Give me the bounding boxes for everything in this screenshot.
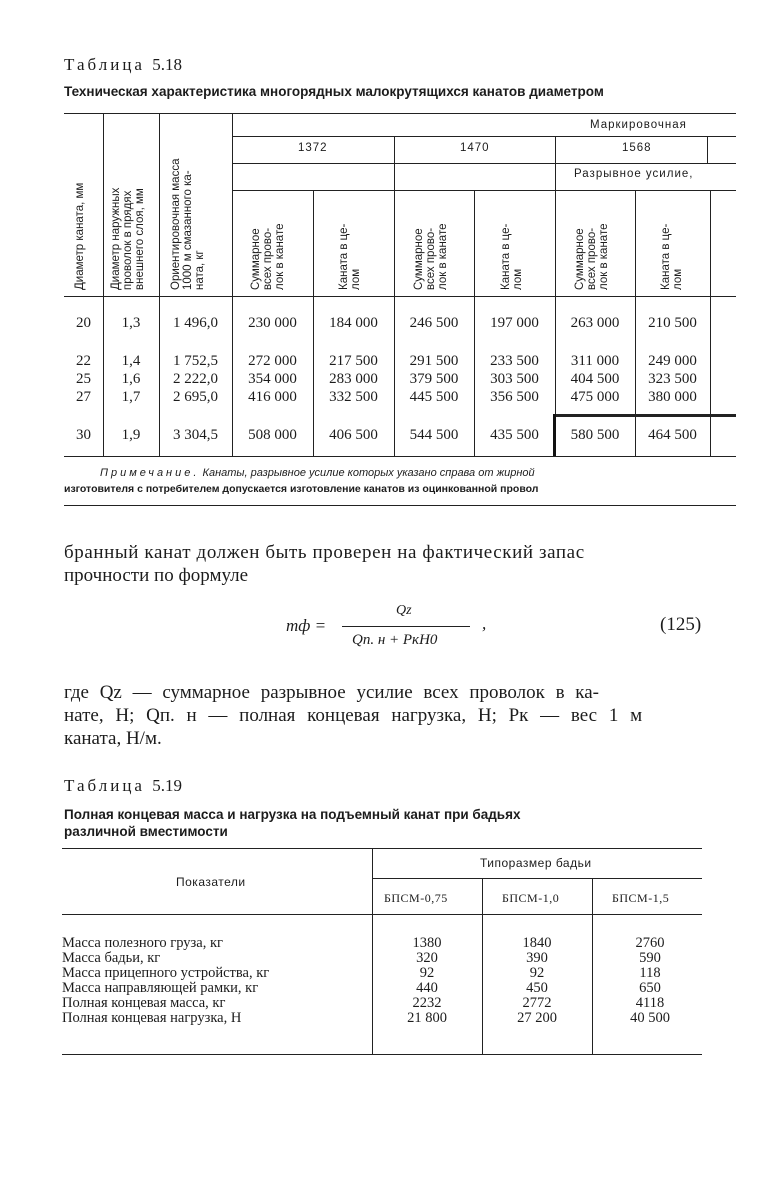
formula-number: (125) bbox=[660, 614, 702, 635]
header-mass: Ориентировочная масса 1000 м смазанного ка- ната, кг bbox=[170, 158, 206, 290]
note-text: Канаты, разрывное усилие которых указано справа от жирной bbox=[202, 467, 535, 479]
cell-mass: 1 496,0 bbox=[173, 315, 218, 331]
header-wire-diameter: Диаметр наружных проволок в прядях внешнего слоя, мм bbox=[110, 187, 146, 290]
paragraph-2-line-2: нате, Н; Qп. н — полная концевая нагрузка, Н; Pк — вес 1 м bbox=[64, 705, 643, 726]
header-breaking-force: Разрывное усилие, bbox=[574, 168, 694, 180]
note-bottom-rule bbox=[64, 505, 736, 506]
fraction-bar bbox=[342, 626, 470, 627]
header-rope-whole-1372: Каната в це- лом bbox=[338, 223, 362, 290]
header-rule-marking bbox=[232, 136, 736, 137]
header-rule-grades bbox=[232, 163, 736, 164]
header-group-rule bbox=[372, 878, 702, 879]
table-note-line-1 bbox=[100, 467, 535, 479]
cell-value: 184 000 bbox=[329, 315, 378, 331]
table-note-line-2: изготовителя с потребителем допускается изготовление канатов из оцинкованной провол bbox=[64, 483, 539, 495]
col-divider bbox=[394, 136, 395, 456]
header-bpsm-15: БПСМ-1,5 bbox=[612, 891, 670, 905]
cell-value: 291 500 379 500 445 500 bbox=[409, 353, 459, 405]
formula-comma: , bbox=[482, 614, 487, 633]
cell-value: 217 500 283 000 332 500 bbox=[329, 353, 378, 405]
table-top-rule bbox=[62, 848, 702, 849]
header-rope-whole-1470: Каната в це- лом bbox=[500, 223, 524, 290]
cell-value: 230 000 bbox=[248, 315, 297, 331]
cell-mass: 3 304,5 bbox=[173, 427, 218, 443]
col-divider bbox=[592, 878, 593, 1054]
header-grade-1568: 1568 bbox=[622, 142, 652, 154]
col-divider bbox=[707, 136, 708, 163]
table-5-18-title: Техническая характеристика многорядных малокрутящихся канатов диаметром bbox=[64, 84, 604, 99]
row-labels: Масса полезного груза, кг Масса бадьи, кг Масса прицепного устройства, кг Масса направляющей рамки, кг Полная концевая масса, кг Полная концевая нагрузка, Н bbox=[62, 935, 270, 1026]
cell-value: 580 500 bbox=[570, 427, 620, 443]
cell-diameter: 22 25 27 bbox=[76, 353, 91, 405]
header-bpsm-075: БПСМ-0,75 bbox=[384, 891, 448, 905]
table-5-19-title: Полная концевая масса и нагрузка на подъемный канат при бадьях различной вместимости bbox=[64, 807, 521, 839]
column-bpsm-075-values: 1380 320 92 440 2232 21 800 bbox=[407, 935, 447, 1026]
cell-value: 508 000 bbox=[248, 427, 297, 443]
header-bpsm-10: БПСМ-1,0 bbox=[502, 891, 560, 905]
table-5-18-label bbox=[64, 55, 182, 75]
header-bucket-size: Типоразмер бадьи bbox=[480, 856, 592, 870]
cell-value: 464 500 bbox=[648, 427, 697, 443]
header-indicators: Показатели bbox=[176, 875, 246, 889]
header-rope-whole-1568: Каната в це- лом bbox=[660, 223, 684, 290]
cell-value: 233 500 303 500 356 500 bbox=[490, 353, 539, 405]
formula-denominator: Qп. н + PкH0 bbox=[352, 632, 438, 648]
paragraph-1-line-2: прочности по формуле bbox=[64, 565, 249, 586]
cell-value: 197 000 bbox=[490, 315, 539, 331]
paragraph-1-line-1: бранный канат должен быть проверен на фактический запас bbox=[64, 542, 585, 563]
table-label-word: Таблица bbox=[64, 55, 145, 74]
table-top-rule bbox=[64, 113, 736, 114]
cell-wire: 1,4 1,6 1,7 bbox=[121, 353, 141, 405]
table-bottom-rule bbox=[62, 1054, 702, 1055]
cell-value: 272 000 354 000 416 000 bbox=[248, 353, 297, 405]
header-sum-wires-1568: Суммарное всех прово- лок в канате bbox=[574, 223, 610, 290]
cell-value: 311 000 404 500 475 000 bbox=[570, 353, 620, 405]
header-bottom-rule bbox=[62, 914, 702, 915]
paragraph-2-line-3: каната, Н/м. bbox=[64, 728, 162, 749]
table-5-19-label bbox=[64, 776, 182, 796]
column-bpsm-15-values: 2760 590 118 650 4118 40 500 bbox=[630, 935, 670, 1026]
cell-value: 435 500 bbox=[490, 427, 539, 443]
table-label-number: 5.18 bbox=[152, 55, 182, 74]
cell-value: 544 500 bbox=[409, 427, 459, 443]
cell-value: 246 500 bbox=[409, 315, 459, 331]
formula-numerator: Qz bbox=[396, 603, 412, 618]
column-bpsm-10-values: 1840 390 92 450 2772 27 200 bbox=[517, 935, 557, 1026]
cell-value: 406 500 bbox=[329, 427, 378, 443]
header-rope-diameter: Диаметр каната, мм bbox=[74, 182, 86, 290]
cell-value: 249 000 323 500 380 000 bbox=[648, 353, 697, 405]
table-label-word: Таблица bbox=[64, 776, 145, 795]
header-sum-wires-1372: Суммарное всех прово- лок в канате bbox=[250, 223, 286, 290]
table-label-number: 5.19 bbox=[152, 776, 182, 795]
cell-wire: 1,9 bbox=[121, 427, 141, 443]
cell-diameter: 20 bbox=[76, 315, 91, 331]
paragraph-2-line-1: где Qz — суммарное разрывное усилие всех проволок в ка- bbox=[64, 682, 600, 703]
col-divider bbox=[710, 190, 711, 456]
header-grade-1372: 1372 bbox=[298, 142, 328, 154]
cell-value: 210 500 bbox=[648, 315, 697, 331]
header-marking: Маркировочная bbox=[590, 119, 687, 131]
cell-wire: 1,3 bbox=[121, 315, 141, 331]
cell-diameter: 30 bbox=[76, 427, 91, 443]
header-grade-1470: 1470 bbox=[460, 142, 490, 154]
cell-mass: 1 752,5 2 222,0 2 695,0 bbox=[173, 353, 218, 405]
cell-value: 263 000 bbox=[570, 315, 620, 331]
header-rule-breaking bbox=[232, 190, 736, 191]
header-sum-wires-1470: Суммарное всех прово- лок в канате bbox=[413, 223, 449, 290]
bold-boundary-horizontal bbox=[553, 414, 736, 417]
table-bottom-rule bbox=[64, 456, 736, 457]
note-label: Примечание. bbox=[100, 467, 200, 479]
formula-lhs: mф = bbox=[286, 616, 327, 635]
